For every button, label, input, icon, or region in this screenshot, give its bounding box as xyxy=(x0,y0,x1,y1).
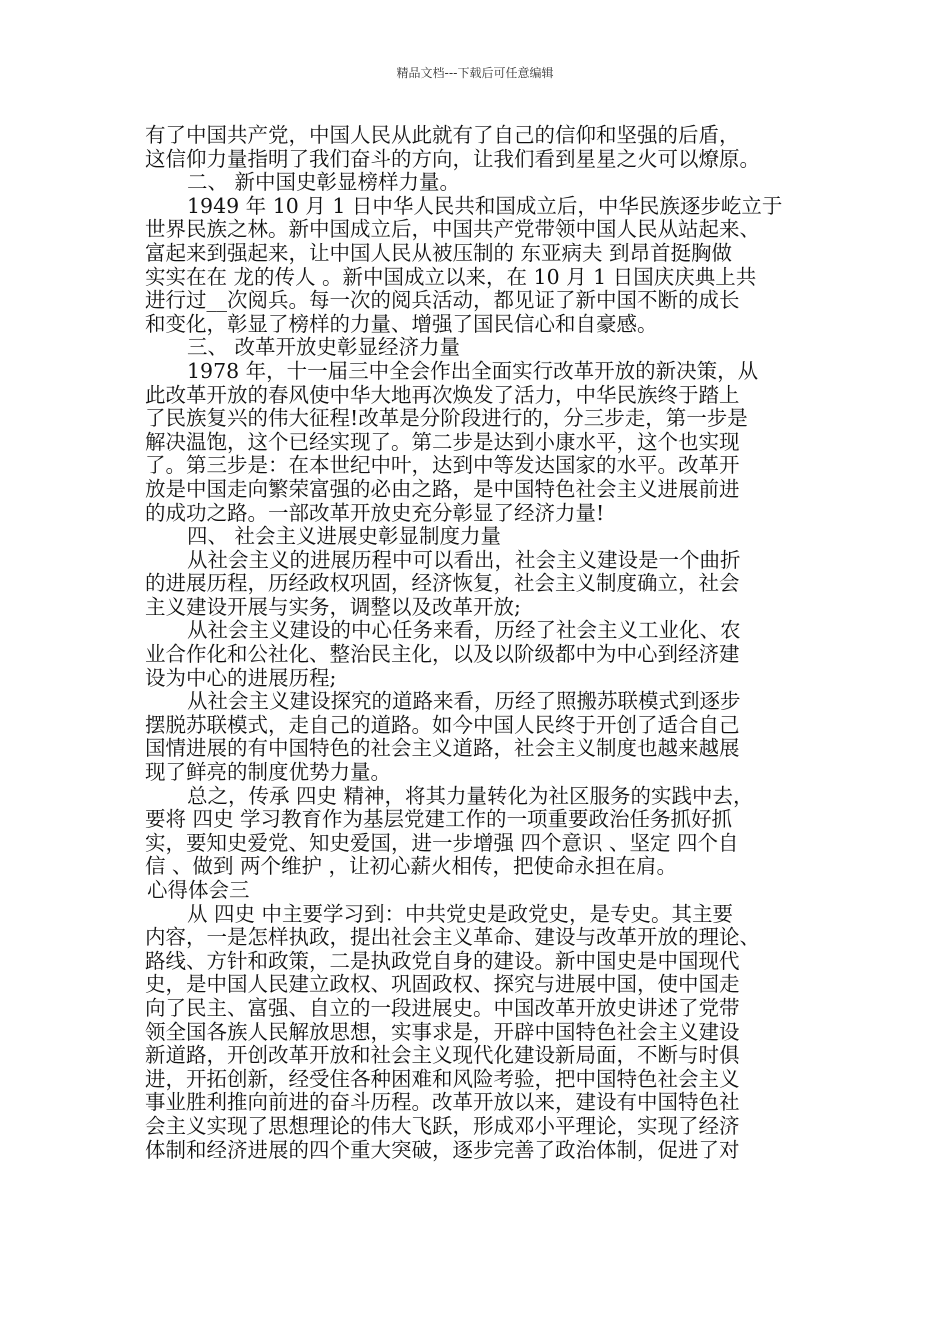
text-line: 的进展历程，历经政权巩固，经济恢复，社会主义制度确立，社会 xyxy=(145,571,740,596)
text-line: 业合作化和公社化、整治民主化，以及以阶级都中为中心到经济建 xyxy=(145,642,740,667)
text-line: 要将 四史 学习教育作为基层党建工作的一项重要政治任务抓好抓 xyxy=(145,807,733,832)
text-line: 路线、方针和政策，二是执政党自身的建设。新中国史是中国现代 xyxy=(145,948,740,973)
text-line: 此改革开放的春风使中华大地再次焕发了活力，中华民族终于踏上 xyxy=(145,382,740,407)
text-line: 事业胜利推向前进的奋斗历程。改革开放以来，建设有中国特色社 xyxy=(145,1090,740,1115)
text-line: 1949 年 10 月 1 日中华人民共和国成立后，中华民族逐步屹立于 xyxy=(187,193,783,218)
text-line: 放是中国走向繁荣富强的必由之路，是中国特色社会主义进展前进 xyxy=(145,476,740,501)
text-line: 从社会主义的进展历程中可以看出，社会主义建设是一个曲折 xyxy=(187,547,741,572)
text-line: 解决温饱，这个已经实现了。第二步是达到小康水平，这个也实现 xyxy=(145,429,740,454)
text-line: 心得体会三 xyxy=(147,878,250,902)
text-line: 进行过__次阅兵。每一次的阅兵活动，都见证了新中国不断的成长 xyxy=(145,288,740,313)
text-line: 内容，一是怎样执政，提出社会主义革命、建设与改革开放的理论、 xyxy=(145,925,760,950)
text-line: 三、 改革开放史彰显经济力量 xyxy=(187,335,461,360)
text-line: 世界民族之林。新中国成立后，中国共产党带领中国人民从站起来、 xyxy=(145,217,760,242)
text-line: 领全国各族人民解放思想，实事求是，开辟中国特色社会主义建设 xyxy=(145,1019,740,1044)
text-line: 摆脱苏联模式，走自己的道路。如今中国人民终于开创了适合自己 xyxy=(145,712,740,737)
text-line: 现了鲜亮的制度优势力量。 xyxy=(145,760,391,785)
text-line: 的成功之路。一部改革开放史充分彰显了经济力量! xyxy=(145,500,605,525)
text-line: 总之，传承 四史 精神，将其力量转化为社区服务的实践中去， xyxy=(187,783,754,808)
text-line: 实实在在 龙的传人 。新中国成立以来，在 10 月 1 日国庆庆典上共 xyxy=(145,264,757,289)
text-line: 从社会主义建设探究的道路来看，历经了照搬苏联模式到逐步 xyxy=(187,689,741,714)
text-line: 富起来到强起来，让中国人民从被压制的 东亚病夫 到昂首挺胸做 xyxy=(145,240,733,265)
text-line: 了民族复兴的伟大征程!改革是分阶段进行的，分三步走，第一步是 xyxy=(145,406,748,431)
text-line: 进，开拓创新，经受住各种困难和风险考验，把中国特色社会主义 xyxy=(145,1066,740,1091)
text-line: 主义建设开展与实务，调整以及改革开放; xyxy=(145,594,521,619)
text-line: 和变化，彰显了榜样的力量、增强了国民信心和自豪感。 xyxy=(145,311,658,336)
text-line: 会主义实现了思想理论的伟大飞跃，形成邓小平理论，实现了经济 xyxy=(145,1113,740,1138)
text-line: 新道路，开创改革开放和社会主义现代化建设新局面，不断与时俱 xyxy=(145,1043,740,1068)
text-line: 有了中国共产党，中国人民从此就有了自己的信仰和坚强的后盾， xyxy=(145,123,740,147)
text-line: 史，是中国人民建立政权、巩固政权、探究与进展中国，使中国走 xyxy=(145,972,740,997)
text-line: 了。第三步是：在本世纪中叶，达到中等发达国家的水平。改革开 xyxy=(145,453,740,478)
text-line: 向了民主、富强、自立的一段进展史。中国改革开放史讲述了党带 xyxy=(145,995,740,1020)
text-line: 从 四史 中主要学习到：中共党史是政党史，是专史。其主要 xyxy=(187,901,734,926)
text-line: 体制和经济进展的四个重大突破，逐步完善了政治体制，促进了对 xyxy=(145,1137,740,1162)
text-line: 信 、做到 两个维护 ，让初心薪火相传，把使命永担在肩。 xyxy=(145,854,678,879)
text-line: 从社会主义建设的中心任务来看，历经了社会主义工业化、农 xyxy=(187,618,741,643)
text-line: 这信仰力量指明了我们奋斗的方向，让我们看到星星之火可以燎原。 xyxy=(145,146,760,171)
document-body xyxy=(145,124,825,1162)
text-line: 四、 社会主义进展史彰显制度力量 xyxy=(187,524,502,549)
page-header: 精品文档---下载后可任意编辑 xyxy=(396,66,554,80)
text-line: 国情进展的有中国特色的社会主义道路，社会主义制度也越来越展 xyxy=(145,736,740,761)
text-line: 二、 新中国史彰显榜样力量。 xyxy=(187,170,461,195)
text-line: 设为中心的进展历程; xyxy=(145,665,337,690)
text-line: 1978 年，十一届三中全会作出全面实行改革开放的新决策，从 xyxy=(187,358,759,383)
text-line: 实，要知史爱党、知史爱国，进一步增强 四个意识 、坚定 四个自 xyxy=(145,830,739,855)
